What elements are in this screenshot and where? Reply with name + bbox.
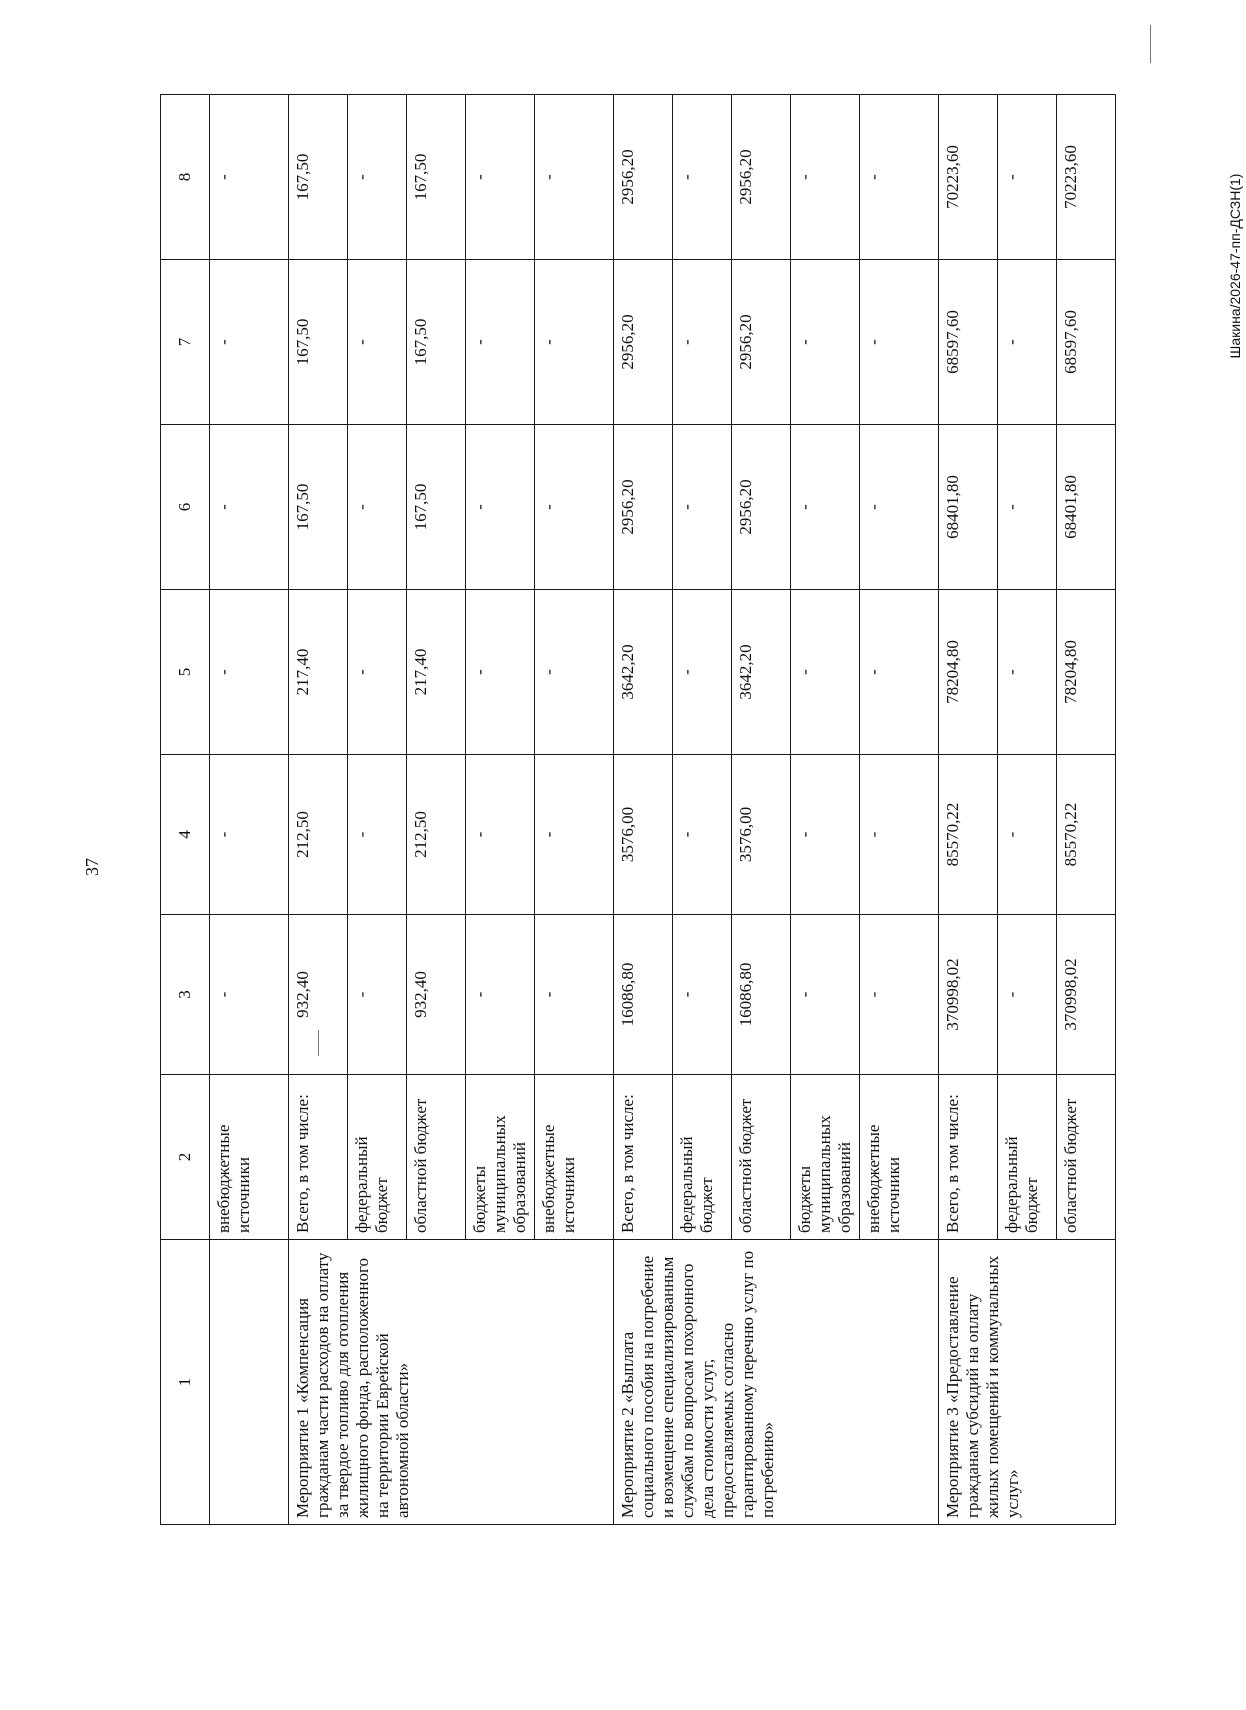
value-cell: 2956,20 (732, 95, 791, 260)
value-cell: 68401,80 (1057, 425, 1116, 590)
source-cell: федеральный бюджет (998, 1075, 1057, 1240)
header-cell: 1 (161, 1240, 210, 1525)
table-row (939, 95, 998, 1525)
value-cell: - (998, 590, 1057, 755)
value-cell: - (348, 915, 407, 1075)
value-cell: 2956,20 (732, 260, 791, 425)
value-cell: - (210, 425, 289, 590)
value-cell: 212,50 (407, 755, 466, 915)
source-cell: федеральный бюджет (673, 1075, 732, 1240)
value-cell: 78204,80 (1057, 590, 1116, 755)
table-row (210, 95, 289, 1525)
value-cell: - (998, 915, 1057, 1075)
value-cell: - (210, 95, 289, 260)
value-cell: 167,50 (289, 425, 348, 590)
table-body (161, 95, 1116, 1525)
value-cell: 3576,00 (614, 755, 673, 915)
value-cell: 2956,20 (614, 95, 673, 260)
value-cell: 932,40 (407, 915, 466, 1075)
source-cell: внебюджетные источники (535, 1075, 614, 1240)
source-cell: Всего, в том числе: (939, 1075, 998, 1240)
value-cell: 2956,20 (732, 425, 791, 590)
rotated-table-frame (160, 95, 1081, 1525)
value-cell: - (791, 260, 860, 425)
value-cell: - (210, 755, 289, 915)
value-cell: 70223,60 (1057, 95, 1116, 260)
value-cell: - (673, 95, 732, 260)
header-cell: 4 (161, 755, 210, 915)
header-cell: 2 (161, 1075, 210, 1240)
value-cell: - (673, 755, 732, 915)
source-cell: федеральный бюджет (348, 1075, 407, 1240)
value-cell: 370998,02 (1057, 915, 1116, 1075)
header-row (161, 95, 210, 1525)
value-cell: - (466, 915, 535, 1075)
value-cell: 370998,02 (939, 915, 998, 1075)
table-container (160, 95, 1081, 1525)
value-cell: - (998, 755, 1057, 915)
value-cell: 68597,60 (939, 260, 998, 425)
value-cell: 167,50 (289, 95, 348, 260)
value-cell: 85570,22 (939, 755, 998, 915)
source-cell: внебюджетные источники (860, 1075, 939, 1240)
value-cell: - (791, 95, 860, 260)
value-cell: 70223,60 (939, 95, 998, 260)
empty-measure-cell (210, 1240, 289, 1525)
value-cell: - (210, 915, 289, 1075)
value-cell: - (860, 425, 939, 590)
value-cell: - (791, 755, 860, 915)
value-cell: - (348, 425, 407, 590)
source-cell: областной бюджет (1057, 1075, 1116, 1240)
value-cell: 167,50 (407, 95, 466, 260)
value-cell: - (348, 755, 407, 915)
value-cell: - (791, 425, 860, 590)
value-cell: - (466, 260, 535, 425)
budget-table (160, 94, 1116, 1525)
value-cell: - (673, 915, 732, 1075)
value-cell: - (348, 260, 407, 425)
value-cell: - (348, 95, 407, 260)
value-cell: 2956,20 (614, 425, 673, 590)
value-cell: - (466, 590, 535, 755)
value-cell: - (998, 260, 1057, 425)
value-cell: - (466, 755, 535, 915)
value-cell: - (535, 590, 614, 755)
document-code: Шакина/2026-47-пп-ДСЗН(1) (1227, 173, 1243, 359)
value-cell: - (535, 425, 614, 590)
source-cell: Всего, в том числе: (614, 1075, 673, 1240)
header-cell: 3 (161, 915, 210, 1075)
measure-title-cell: Мероприятие 3 «Предоставление гражданам субсидий на оплату жилых помещений и коммунальных услуг» (939, 1240, 1116, 1525)
value-cell: - (535, 95, 614, 260)
value-cell: - (210, 590, 289, 755)
value-cell: 167,50 (407, 260, 466, 425)
header-cell: 5 (161, 590, 210, 755)
value-cell: 68597,60 (1057, 260, 1116, 425)
value-cell: - (535, 260, 614, 425)
source-cell: областной бюджет (407, 1075, 466, 1240)
header-cell: 8 (161, 95, 210, 260)
value-cell: - (860, 915, 939, 1075)
value-cell: 78204,80 (939, 590, 998, 755)
value-cell: 167,50 (289, 260, 348, 425)
value-cell: 3642,20 (732, 590, 791, 755)
value-cell: - (860, 590, 939, 755)
value-cell: 217,40 (407, 590, 466, 755)
page-number: 37 (82, 858, 102, 876)
value-cell: - (860, 755, 939, 915)
value-cell: - (791, 590, 860, 755)
value-cell: 85570,22 (1057, 755, 1116, 915)
value-cell: 16086,80 (614, 915, 673, 1075)
value-cell: - (791, 915, 860, 1075)
table-row (614, 95, 673, 1525)
header-cell: 7 (161, 260, 210, 425)
source-cell: областной бюджет (732, 1075, 791, 1240)
measure-title-cell: Мероприятие 1 «Компенсация гражданам части расходов на оплату за твердое топливо для отопления жилищного фонда, расположенного на территории Еврейской автономной области» (289, 1240, 614, 1525)
header-cell: 6 (161, 425, 210, 590)
value-cell: 2956,20 (614, 260, 673, 425)
value-cell: 3576,00 (732, 755, 791, 915)
value-cell: 217,40 (289, 590, 348, 755)
value-cell: - (210, 260, 289, 425)
value-cell: - (860, 95, 939, 260)
source-cell: внебюджетные источники (210, 1075, 289, 1240)
source-cell: бюджеты муниципальных образований (466, 1075, 535, 1240)
source-cell: бюджеты муниципальных образований (791, 1075, 860, 1240)
value-cell: 932,40 (289, 915, 348, 1075)
value-cell: 3642,20 (614, 590, 673, 755)
value-cell: 212,50 (289, 755, 348, 915)
value-cell: - (673, 425, 732, 590)
value-cell: - (348, 590, 407, 755)
scan-mark (1150, 25, 1151, 63)
value-cell: - (673, 590, 732, 755)
value-cell: - (466, 95, 535, 260)
value-cell: - (998, 95, 1057, 260)
value-cell: - (466, 425, 535, 590)
value-cell: - (535, 755, 614, 915)
value-cell: 68401,80 (939, 425, 998, 590)
value-cell: 167,50 (407, 425, 466, 590)
table-row (289, 95, 348, 1525)
value-cell: - (535, 915, 614, 1075)
measure-title-cell: Мероприятие 2 «Выплата социального пособия на погребение и возмещение специализированным службам по вопросам похоронного дела стоимости услуг, предоставляемых согласно гарантированному перечню услуг по погребению» (614, 1240, 939, 1525)
source-cell: Всего, в том числе: (289, 1075, 348, 1240)
value-cell: - (998, 425, 1057, 590)
value-cell: - (673, 260, 732, 425)
value-cell: 16086,80 (732, 915, 791, 1075)
value-cell: - (860, 260, 939, 425)
